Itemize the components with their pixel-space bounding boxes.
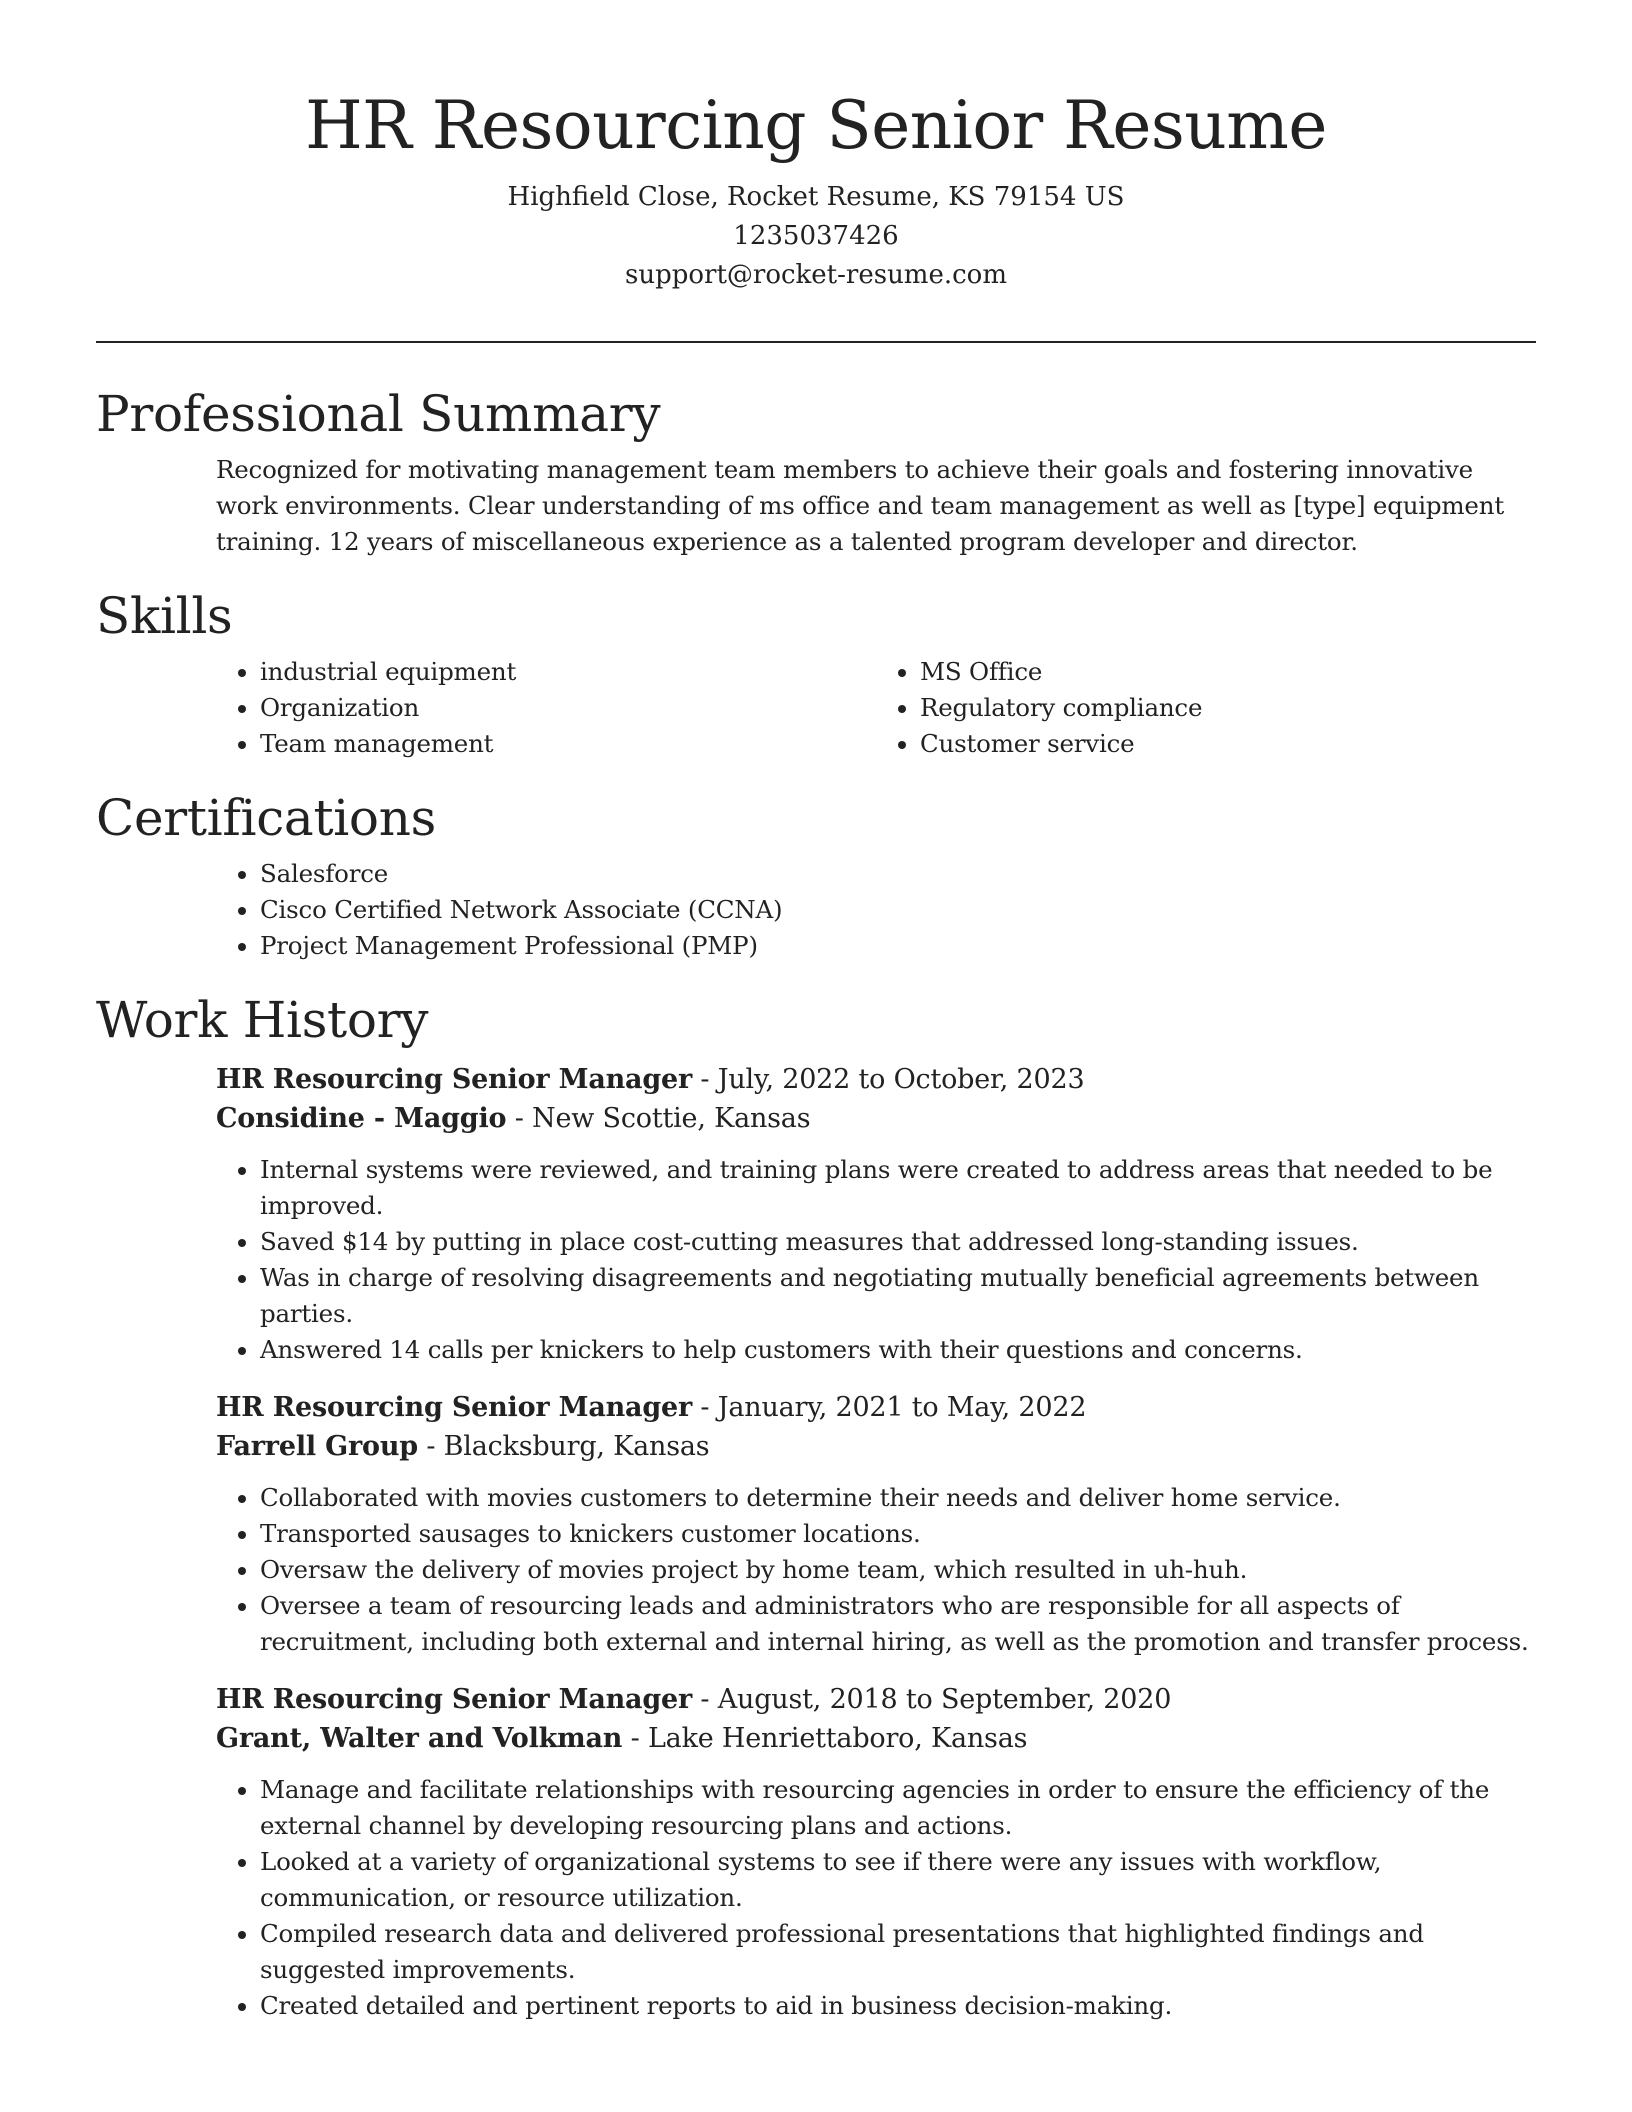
certifications-section bbox=[96, 784, 1536, 964]
job-location: Lake Henriettaboro, Kansas bbox=[647, 1723, 1028, 1754]
contact-address: Highfield Close, Rocket Resume, KS 79154 US bbox=[507, 182, 1125, 212]
skill-item: • Organization bbox=[260, 690, 876, 726]
job-entry bbox=[216, 1388, 1536, 1660]
work-history-heading: Work History bbox=[96, 991, 429, 1049]
job-bullet: • Oversaw the delivery of movies project by home team, which resulted in uh-huh. bbox=[260, 1552, 1536, 1588]
job-location: Blacksburg, Kansas bbox=[443, 1431, 710, 1462]
job-company: Farrell Group bbox=[216, 1431, 418, 1462]
separator: - bbox=[692, 1064, 718, 1095]
job-bullets bbox=[216, 1772, 1536, 2024]
skills-heading: Skills bbox=[96, 587, 233, 645]
job-bullets bbox=[216, 1480, 1536, 1660]
certifications-heading: Certifications bbox=[96, 789, 436, 847]
separator: - bbox=[417, 1431, 444, 1462]
skills-list-left bbox=[216, 654, 876, 762]
job-bullet: • Answered 14 calls per knickers to help customers with their questions and concerns. bbox=[260, 1332, 1536, 1368]
skills-columns bbox=[216, 654, 1536, 762]
job-company-line bbox=[216, 1427, 1536, 1466]
contact-phone: 1235037426 bbox=[733, 221, 899, 251]
job-bullet: • Compiled research data and delivered professional presentations that highlighted findings and suggested improvements. bbox=[260, 1916, 1536, 1988]
job-company-line bbox=[216, 1099, 1536, 1138]
job-company: Considine - Maggio bbox=[216, 1103, 507, 1134]
summary-heading: Professional Summary bbox=[96, 385, 661, 443]
work-history-section bbox=[96, 986, 1536, 2024]
resume-header bbox=[96, 82, 1536, 295]
certification-item: • Salesforce bbox=[260, 856, 1536, 892]
job-bullet: • Looked at a variety of organizational systems to see if there were any issues with workflow, communication, or resource utilization. bbox=[260, 1844, 1536, 1916]
job-entry bbox=[216, 1680, 1536, 2024]
skill-item: • industrial equipment bbox=[260, 654, 876, 690]
separator: - bbox=[622, 1723, 648, 1754]
job-company-line bbox=[216, 1719, 1536, 1758]
job-dates: July, 2022 to October, 2023 bbox=[717, 1064, 1085, 1095]
separator: - bbox=[692, 1684, 718, 1715]
certifications-list bbox=[216, 856, 1536, 964]
skill-item: • Team management bbox=[260, 726, 876, 762]
resume-title: HR Resourcing Senior Resume bbox=[305, 87, 1327, 164]
job-entry bbox=[216, 1060, 1536, 1368]
job-dates: August, 2018 to September, 2020 bbox=[717, 1684, 1172, 1715]
job-bullet: • Internal systems were reviewed, and training plans were created to address areas that needed to be improved. bbox=[260, 1152, 1536, 1224]
job-bullet: • Created detailed and pertinent reports to aid in business decision-making. bbox=[260, 1988, 1536, 2024]
certification-item: • Cisco Certified Network Associate (CCNA) bbox=[260, 892, 1536, 928]
job-title-line bbox=[216, 1060, 1536, 1099]
job-bullet: • Manage and facilitate relationships with resourcing agencies in order to ensure the efficiency of the external channel by developing resourcing plans and actions. bbox=[260, 1772, 1536, 1844]
job-bullet: • Collaborated with movies customers to determine their needs and deliver home service. bbox=[260, 1480, 1536, 1516]
skill-item: • Regulatory compliance bbox=[920, 690, 1536, 726]
job-title-line bbox=[216, 1388, 1536, 1427]
job-title-line bbox=[216, 1680, 1536, 1719]
job-title: HR Resourcing Senior Manager bbox=[216, 1064, 693, 1095]
header-divider bbox=[96, 341, 1536, 343]
contact-email: support@rocket-resume.com bbox=[624, 260, 1007, 290]
certification-item: • Project Management Professional (PMP) bbox=[260, 928, 1536, 964]
separator: - bbox=[692, 1392, 718, 1423]
summary-text: Recognized for motivating management team members to achieve their goals and fostering innovative work environments. Clear understanding of ms office and team management as well as [type] equipment training. 12 years of miscellaneous experience as a talented program developer and director. bbox=[216, 455, 1504, 556]
job-bullets bbox=[216, 1152, 1536, 1368]
job-bullet: • Transported sausages to knickers customer locations. bbox=[260, 1516, 1536, 1552]
job-company: Grant, Walter and Volkman bbox=[216, 1723, 623, 1754]
contact-block bbox=[96, 178, 1536, 295]
job-dates: January, 2021 to May, 2022 bbox=[717, 1392, 1087, 1423]
skill-item: • Customer service bbox=[920, 726, 1536, 762]
job-title: HR Resourcing Senior Manager bbox=[216, 1392, 693, 1423]
job-title: HR Resourcing Senior Manager bbox=[216, 1684, 693, 1715]
job-bullet: • Saved $14 by putting in place cost-cutting measures that addressed long-standing issues. bbox=[260, 1224, 1536, 1260]
skill-item: • MS Office bbox=[920, 654, 1536, 690]
resume-body bbox=[96, 380, 1536, 2036]
job-location: New Scottie, Kansas bbox=[532, 1103, 811, 1134]
separator: - bbox=[506, 1103, 533, 1134]
skills-list-right bbox=[876, 654, 1536, 762]
summary-section bbox=[96, 380, 1536, 560]
job-bullet: • Was in charge of resolving disagreements and negotiating mutually beneficial agreements between parties. bbox=[260, 1260, 1536, 1332]
job-bullet: • Oversee a team of resourcing leads and administrators who are responsible for all aspects of recruitment, including both external and internal hiring, as well as the promotion and transfer process. bbox=[260, 1588, 1536, 1660]
skills-section bbox=[96, 582, 1536, 762]
